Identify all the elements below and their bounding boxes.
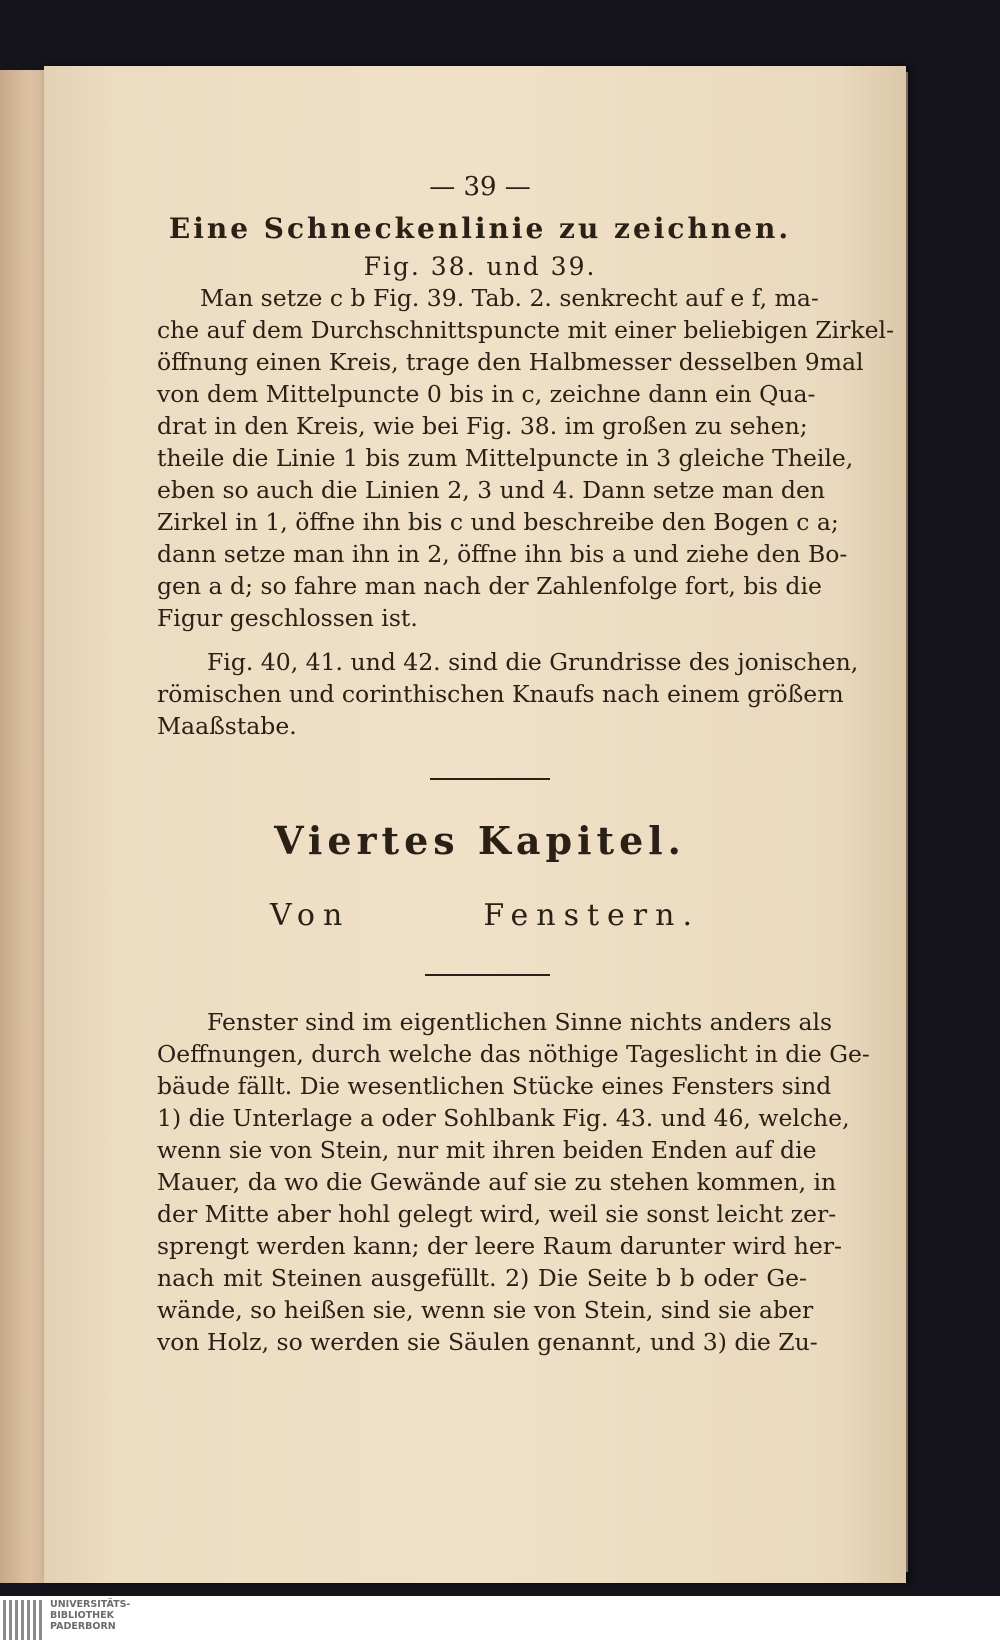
chapter-subtitle: Von Fenstern.: [270, 898, 700, 933]
section-line: theile die Linie 1 bis zum Mittelpuncte in 3 gleiche Theile,: [157, 444, 854, 472]
chapter-line: bäude fällt. Die wesentlichen Stücke eines Fensters sind: [157, 1072, 832, 1100]
chapter-line: 1) die Unterlage a oder Sohlbank Fig. 43. und 46, welche,: [157, 1104, 850, 1132]
chapter-line: von Holz, so werden sie Säulen genannt, und 3) die Zu-: [157, 1328, 818, 1356]
chapter-title: Viertes Kapitel.: [274, 818, 686, 863]
section-line: gen a d; so fahre man nach der Zahlenfolge fort, bis die: [157, 572, 822, 600]
section-line: Figur geschlossen ist.: [157, 604, 418, 632]
left-page-edge: [0, 70, 50, 1583]
section-line: Man setze c b Fig. 39. Tab. 2. senkrecht auf e f, ma-: [200, 284, 819, 312]
chapter-line: Mauer, da wo die Gewände auf sie zu stehen kommen, in: [157, 1168, 837, 1196]
divider-rule: [425, 974, 550, 976]
section-title: Eine Schneckenlinie zu zeichnen.: [168, 212, 792, 245]
chapter-line: der Mitte aber hohl gelegt wird, weil sie sonst leicht zer-: [157, 1200, 837, 1228]
chapter-line: Oeffnungen, durch welche das nöthige Tageslicht in die Ge-: [157, 1040, 870, 1068]
library-name-line: PADERBORN: [50, 1621, 116, 1632]
divider-rule: [430, 778, 550, 780]
section-line: dann setze man ihn in 2, öffne ihn bis a und ziehe den Bo-: [157, 540, 848, 568]
section-line: Zirkel in 1, öffne ihn bis c und beschreibe den Bogen c a;: [157, 508, 839, 536]
section-line: che auf dem Durchschnittspuncte mit einer beliebigen Zirkel-: [157, 316, 895, 344]
section-line: öffnung einen Kreis, trage den Halbmesser desselben 9mal: [157, 348, 864, 376]
footer-bar: [0, 1596, 1000, 1644]
chapter-line: wenn sie von Stein, nur mit ihren beiden Enden auf die: [157, 1136, 817, 1164]
section-line: drat in den Kreis, wie bei Fig. 38. im großen zu sehen;: [157, 412, 808, 440]
library-logo-icon: [0, 1596, 46, 1644]
chapter-line: Fenster sind im eigentlichen Sinne nichts anders als: [207, 1008, 833, 1036]
chapter-line: nach mit Steinen ausgefüllt. 2) Die Seite b b oder Ge-: [157, 1264, 807, 1292]
page-number: — 39 —: [429, 172, 531, 202]
library-name-line: BIBLIOTHEK: [50, 1610, 114, 1621]
section-line: Maaßstabe.: [157, 712, 297, 740]
section-line: römischen und corinthischen Knaufs nach einem größern: [157, 680, 844, 708]
library-name-line: UNIVERSITÄTS-: [50, 1599, 131, 1610]
chapter-line: sprengt werden kann; der leere Raum darunter wird her-: [157, 1232, 842, 1260]
section-line: eben so auch die Linien 2, 3 und 4. Dann setze man den: [157, 476, 826, 504]
library-name: [50, 1599, 130, 1632]
section-subtitle: Fig. 38. und 39.: [363, 252, 597, 281]
section-line: Fig. 40, 41. und 42. sind die Grundrisse des jonischen,: [207, 648, 859, 676]
chapter-line: wände, so heißen sie, wenn sie von Stein, sind sie aber: [157, 1296, 814, 1324]
section-line: von dem Mittelpuncte 0 bis in c, zeichne dann ein Qua-: [157, 380, 816, 408]
